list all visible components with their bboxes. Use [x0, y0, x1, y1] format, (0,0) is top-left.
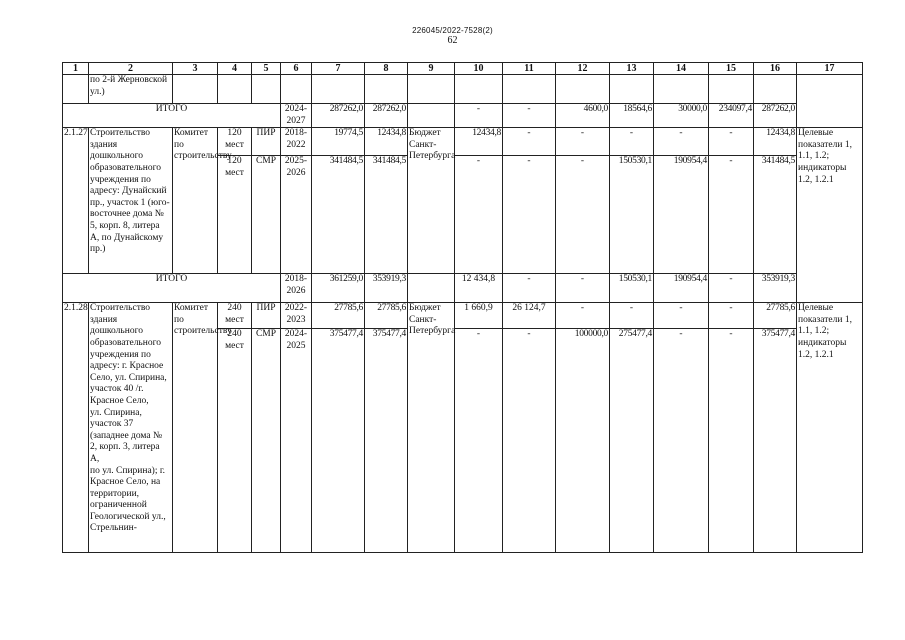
total-c7: 287262,0	[312, 104, 365, 128]
value-c15: -	[709, 303, 754, 329]
value-c14: -	[654, 303, 709, 329]
work-type: СМР	[252, 329, 281, 553]
total-c16: 287262,0	[754, 104, 797, 128]
document-id: 226045/2022-7528(2)	[412, 26, 493, 35]
col-header: 5	[252, 63, 281, 75]
work-type: ПИР	[252, 128, 281, 156]
capacity: 240 мест	[218, 303, 252, 329]
period: 2025-2026	[281, 156, 312, 274]
funding-source: Бюджет Санкт-Петербурга	[408, 128, 455, 274]
page-number: 62	[447, 35, 458, 46]
table-cell	[408, 75, 455, 104]
capacity: 120 мест	[218, 128, 252, 156]
object-name: Строительство здания дошкольного образовательного учреждения по адресу: Дунайский пр., участок 1 (юго-восточнее дома № 5, корп. 8, литера А, по Дунайскому пр.)	[89, 128, 173, 274]
col-header: 16	[754, 63, 797, 75]
work-type: СМР	[252, 156, 281, 274]
value-c8: 341484,5	[365, 156, 408, 274]
program-table	[62, 62, 863, 553]
capacity: 240 мест	[218, 329, 252, 553]
total-c13: 18564,6	[610, 104, 654, 128]
table-cell	[797, 75, 863, 128]
col-header: 6	[281, 63, 312, 75]
customer: Комитет по строительству	[173, 303, 218, 553]
total-c12: -	[556, 274, 610, 303]
col-header: 9	[408, 63, 455, 75]
total-c13: 150530,1	[610, 274, 654, 303]
col-header: 3	[173, 63, 218, 75]
value-c13: -	[610, 128, 654, 156]
total-c12: 4600,0	[556, 104, 610, 128]
funding-source: Бюджет Санкт-Петербурга	[408, 303, 455, 553]
table-cell	[709, 75, 754, 104]
col-header: 15	[709, 63, 754, 75]
value-c10: 1 660,9	[455, 303, 503, 329]
value-c7: 341484,5	[312, 156, 365, 274]
period: 2022-2023	[281, 303, 312, 329]
target-indicators: Целевые показатели 1, 1.1, 1.2; индикаторы 1.2, 1.2.1	[797, 303, 863, 553]
total-c7: 361259,0	[312, 274, 365, 303]
value-c12: -	[556, 156, 610, 274]
table-cell	[218, 75, 252, 104]
value-c12: -	[556, 128, 610, 156]
value-c10: -	[455, 329, 503, 553]
capacity: 120 мест	[218, 156, 252, 274]
total-c15: -	[709, 274, 754, 303]
table-cell	[408, 104, 455, 128]
item-number: 2.1.27	[63, 128, 89, 274]
table-cell	[63, 75, 89, 104]
table-cell	[754, 75, 797, 104]
total-c11: -	[503, 274, 556, 303]
table-cell	[654, 75, 709, 104]
value-c16: 375477,4	[754, 329, 797, 553]
value-c10: 12434,8	[455, 128, 503, 156]
table-cell	[312, 75, 365, 104]
table-cell	[408, 274, 455, 303]
value-c15: -	[709, 128, 754, 156]
value-c16: 12434,8	[754, 128, 797, 156]
value-c13: -	[610, 303, 654, 329]
total-period: 2024-2027	[281, 104, 312, 128]
total-row	[63, 274, 863, 303]
customer: Комитет по строительству	[173, 128, 218, 274]
value-c8: 12434,8	[365, 128, 408, 156]
col-header: 2	[89, 63, 173, 75]
table-cell	[556, 75, 610, 104]
value-c13: 275477,4	[610, 329, 654, 553]
value-c11: 26 124,7	[503, 303, 556, 329]
item-number: 2.1.28	[63, 303, 89, 553]
table-row	[63, 303, 863, 329]
value-c8: 27785,6	[365, 303, 408, 329]
value-c7: 19774,5	[312, 128, 365, 156]
col-header: 12	[556, 63, 610, 75]
table-cell	[173, 75, 218, 104]
value-c12: -	[556, 303, 610, 329]
total-label: ИТОГО	[63, 104, 281, 128]
value-c13: 150530,1	[610, 156, 654, 274]
value-c8: 375477,4	[365, 329, 408, 553]
value-c11: -	[503, 329, 556, 553]
total-c15: 234097,4	[709, 104, 754, 128]
period: 2018-2022	[281, 128, 312, 156]
value-c12: 100000,0	[556, 329, 610, 553]
value-c11: -	[503, 156, 556, 274]
object-name: Строительство здания дошкольного образовательного учреждения по адресу: г. Красное Село, ул. Спирина, участок 40 /г. Красное Село, ул. Спирина, участок 37 (западнее дома № 2, корп. 3, литера А, по ул. Спирина); г. Красное Село, на территории, ограниченной Геологической ул., Стрельнин-	[89, 303, 173, 553]
col-header: 11	[503, 63, 556, 75]
col-header: 7	[312, 63, 365, 75]
table-cell	[252, 75, 281, 104]
table-row	[63, 128, 863, 156]
value-c7: 27785,6	[312, 303, 365, 329]
value-c14: -	[654, 329, 709, 553]
total-c14: 30000,0	[654, 104, 709, 128]
value-c10: -	[455, 156, 503, 274]
value-c14: -	[654, 128, 709, 156]
value-c7: 375477,4	[312, 329, 365, 553]
object-name-continued: по 2-й Жерновской ул.)	[89, 75, 173, 104]
total-period: 2018-2026	[281, 274, 312, 303]
value-c14: 190954,4	[654, 156, 709, 274]
table-cell	[503, 75, 556, 104]
total-c10: -	[455, 104, 503, 128]
total-c16: 353919,3	[754, 274, 797, 303]
total-c14: 190954,4	[654, 274, 709, 303]
continuation-row	[63, 75, 863, 104]
column-number-row	[63, 63, 863, 75]
table-cell	[281, 75, 312, 104]
table-cell	[610, 75, 654, 104]
value-c16: 27785,6	[754, 303, 797, 329]
period: 2024-2025	[281, 329, 312, 553]
value-c15: -	[709, 329, 754, 553]
work-type: ПИР	[252, 303, 281, 329]
total-label: ИТОГО	[63, 274, 281, 303]
col-header: 17	[797, 63, 863, 75]
value-c16: 341484,5	[754, 156, 797, 274]
total-row	[63, 104, 863, 128]
col-header: 1	[63, 63, 89, 75]
col-header: 8	[365, 63, 408, 75]
col-header: 14	[654, 63, 709, 75]
total-c10: 12 434,8	[455, 274, 503, 303]
total-c8: 353919,3	[365, 274, 408, 303]
col-header: 13	[610, 63, 654, 75]
value-c11: -	[503, 128, 556, 156]
col-header: 10	[455, 63, 503, 75]
table-cell	[365, 75, 408, 104]
total-c11: -	[503, 104, 556, 128]
target-indicators: Целевые показатели 1, 1.1, 1.2; индикаторы 1.2, 1.2.1	[797, 128, 863, 303]
value-c15: -	[709, 156, 754, 274]
table-cell	[455, 75, 503, 104]
total-c8: 287262,0	[365, 104, 408, 128]
col-header: 4	[218, 63, 252, 75]
